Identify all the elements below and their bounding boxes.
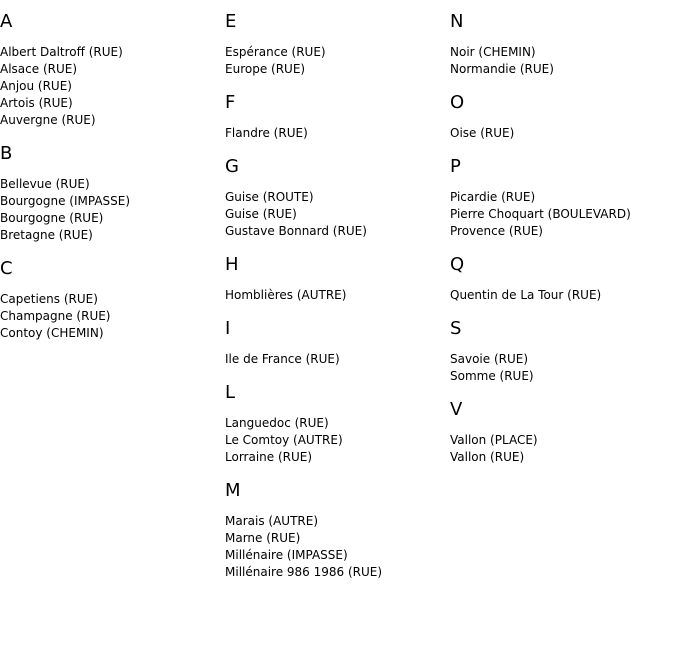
street-link[interactable]: Guise (ROUTE) <box>225 190 314 204</box>
street-link[interactable]: Normandie (RUE) <box>450 62 554 76</box>
street-item <box>0 95 225 112</box>
letter-group <box>450 253 675 304</box>
letter-group <box>450 155 675 240</box>
street-list <box>225 189 450 240</box>
street-link[interactable]: Noir (CHEMIN) <box>450 45 536 59</box>
letter-heading: S <box>450 318 462 339</box>
letter-heading: B <box>0 143 13 164</box>
street-link[interactable]: Anjou (RUE) <box>0 79 72 93</box>
street-item <box>450 223 675 240</box>
letter-heading: I <box>225 318 231 339</box>
letter-heading: P <box>450 156 461 177</box>
street-item <box>225 449 450 466</box>
street-link[interactable]: Marne (RUE) <box>225 531 301 545</box>
index-column <box>225 10 450 594</box>
street-item <box>450 61 675 78</box>
street-item <box>225 564 450 581</box>
letter-group <box>225 91 450 142</box>
street-link[interactable]: Somme (RUE) <box>450 369 534 383</box>
street-link[interactable]: Bourgogne (RUE) <box>0 211 104 225</box>
street-link[interactable]: Quentin de La Tour (RUE) <box>450 288 602 302</box>
street-link[interactable]: Millénaire 986 1986 (RUE) <box>225 565 383 579</box>
street-list <box>225 287 450 304</box>
letter-heading: G <box>225 156 239 177</box>
street-link[interactable]: Languedoc (RUE) <box>225 416 329 430</box>
letter-group <box>225 253 450 304</box>
letter-heading: L <box>225 382 236 403</box>
street-item <box>0 78 225 95</box>
street-item <box>450 432 675 449</box>
street-link[interactable]: Ile de France (RUE) <box>225 352 340 366</box>
letter-heading: O <box>450 92 465 113</box>
street-item <box>225 61 450 78</box>
street-link[interactable]: Vallon (RUE) <box>450 450 525 464</box>
letter-group <box>225 381 450 466</box>
street-list <box>450 287 675 304</box>
street-item <box>450 449 675 466</box>
letter-heading: A <box>0 11 13 32</box>
street-link[interactable]: Albert Daltroff (RUE) <box>0 45 123 59</box>
street-link[interactable]: Pierre Choquart (BOULEVARD) <box>450 207 631 221</box>
street-item <box>225 351 450 368</box>
street-list <box>450 351 675 385</box>
letter-heading: C <box>0 258 13 279</box>
street-item <box>225 547 450 564</box>
letter-heading: V <box>450 399 463 420</box>
street-item <box>225 513 450 530</box>
street-link[interactable]: Le Comtoy (AUTRE) <box>225 433 343 447</box>
letter-group <box>225 479 450 581</box>
street-link[interactable]: Provence (RUE) <box>450 224 543 238</box>
street-list <box>450 44 675 78</box>
street-item <box>0 61 225 78</box>
street-item <box>0 112 225 129</box>
letter-group <box>450 10 675 78</box>
street-item <box>225 415 450 432</box>
street-list <box>0 291 225 342</box>
street-item <box>225 125 450 142</box>
street-link[interactable]: Auvergne (RUE) <box>0 113 96 127</box>
letter-group <box>225 10 450 78</box>
street-item <box>0 210 225 227</box>
street-item <box>0 44 225 61</box>
street-item <box>225 44 450 61</box>
street-list <box>225 44 450 78</box>
street-link[interactable]: Capetiens (RUE) <box>0 292 98 306</box>
street-item <box>0 308 225 325</box>
street-list <box>225 513 450 581</box>
letter-heading: F <box>225 92 236 113</box>
street-list <box>225 351 450 368</box>
index-column <box>0 10 225 355</box>
street-item <box>450 287 675 304</box>
street-item <box>0 227 225 244</box>
street-item <box>450 351 675 368</box>
letter-group <box>0 257 225 342</box>
street-item <box>225 432 450 449</box>
street-list <box>450 125 675 142</box>
street-item <box>225 287 450 304</box>
letter-group <box>450 317 675 385</box>
street-link[interactable]: Bretagne (RUE) <box>0 228 93 242</box>
street-item <box>450 44 675 61</box>
street-link[interactable]: Guise (RUE) <box>225 207 297 221</box>
street-list <box>450 189 675 240</box>
street-link[interactable]: Savoie (RUE) <box>450 352 529 366</box>
street-item <box>0 291 225 308</box>
letter-group <box>225 317 450 368</box>
street-item <box>225 223 450 240</box>
street-link[interactable]: Lorraine (RUE) <box>225 450 313 464</box>
street-link[interactable]: Oise (RUE) <box>450 126 515 140</box>
street-list <box>0 176 225 244</box>
letter-group <box>450 398 675 466</box>
street-link[interactable]: Bourgogne (IMPASSE) <box>0 194 131 208</box>
street-link[interactable]: Bellevue (RUE) <box>0 177 90 191</box>
letter-heading: Q <box>450 254 465 275</box>
street-item <box>225 206 450 223</box>
street-link[interactable]: Contoy (CHEMIN) <box>0 326 104 340</box>
street-item <box>0 325 225 342</box>
street-list <box>450 432 675 466</box>
street-item <box>0 176 225 193</box>
street-item <box>450 206 675 223</box>
letter-heading: E <box>225 11 237 32</box>
street-list <box>225 125 450 142</box>
street-link[interactable]: Picardie (RUE) <box>450 190 536 204</box>
letter-group <box>450 91 675 142</box>
street-link[interactable]: Homblières (AUTRE) <box>225 288 347 302</box>
street-link[interactable]: Champagne (RUE) <box>0 309 111 323</box>
street-list <box>0 44 225 129</box>
street-item <box>225 189 450 206</box>
letter-heading: M <box>225 480 241 501</box>
street-item <box>450 189 675 206</box>
street-item <box>450 368 675 385</box>
street-item <box>0 193 225 210</box>
letter-heading: N <box>450 11 464 32</box>
letter-group <box>0 142 225 244</box>
street-link[interactable]: Artois (RUE) <box>0 96 73 110</box>
street-link[interactable]: Marais (AUTRE) <box>225 514 318 528</box>
street-link[interactable]: Gustave Bonnard (RUE) <box>225 224 367 238</box>
street-link[interactable]: Millénaire (IMPASSE) <box>225 548 348 562</box>
street-link[interactable]: Alsace (RUE) <box>0 62 78 76</box>
letter-group <box>225 155 450 240</box>
street-list <box>225 415 450 466</box>
letter-heading: H <box>225 254 239 275</box>
street-link[interactable]: Vallon (PLACE) <box>450 433 538 447</box>
street-link[interactable]: Flandre (RUE) <box>225 126 308 140</box>
street-item <box>225 530 450 547</box>
street-item <box>450 125 675 142</box>
street-link[interactable]: Europe (RUE) <box>225 62 306 76</box>
index-column <box>450 10 675 479</box>
street-link[interactable]: Espérance (RUE) <box>225 45 326 59</box>
letter-group <box>0 10 225 129</box>
